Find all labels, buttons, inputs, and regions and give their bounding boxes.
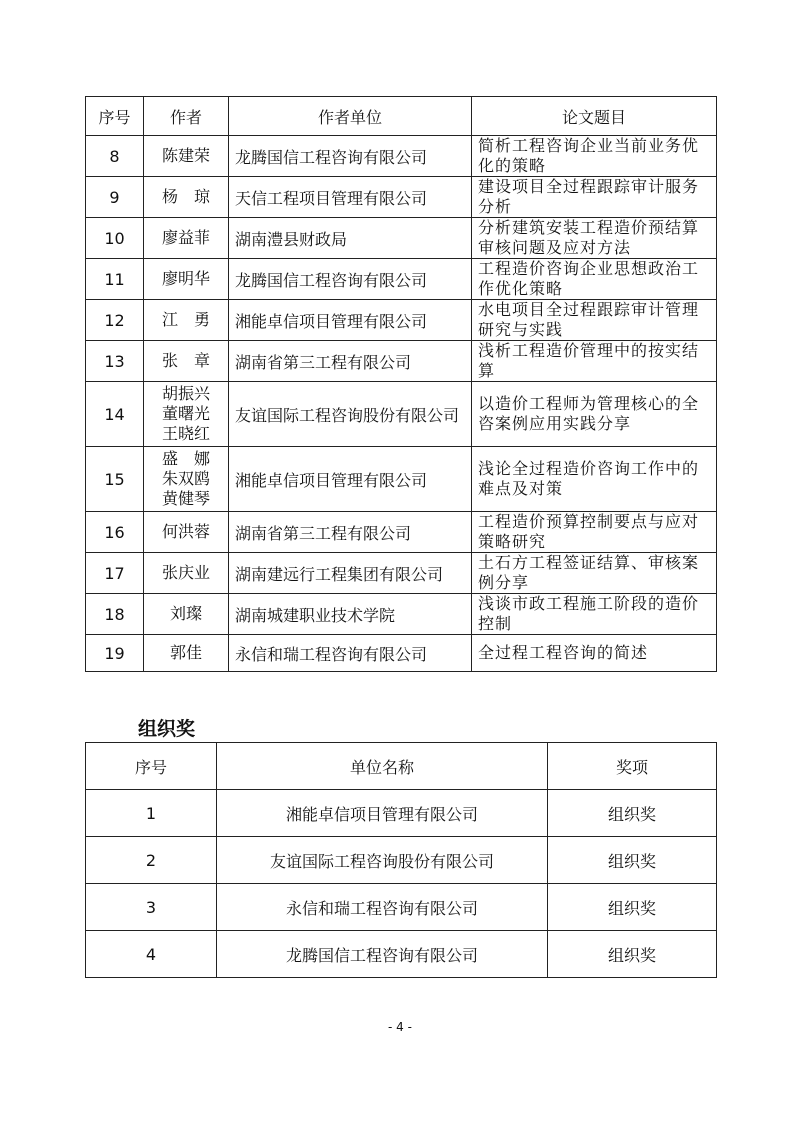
row-unit: 湖南建远行工程集团有限公司 <box>229 553 472 594</box>
author-name: 陈建荣 <box>161 146 210 165</box>
table-row <box>86 382 717 447</box>
award-type: 组织奖 <box>548 931 717 978</box>
row-title: 简析工程咨询企业当前业务优化的策略 <box>472 136 717 177</box>
table-row <box>86 553 717 594</box>
award-type: 组织奖 <box>548 837 717 884</box>
header-unit: 作者单位 <box>229 97 472 136</box>
row-authors <box>144 553 229 594</box>
author-name: 何洪蓉 <box>161 522 210 541</box>
awards-header-unit: 单位名称 <box>217 743 548 790</box>
row-title: 水电项目全过程跟踪审计管理研究与实践 <box>472 300 717 341</box>
papers-header-row <box>86 97 717 136</box>
row-authors <box>144 300 229 341</box>
table-row <box>86 300 717 341</box>
award-unit: 龙腾国信工程咨询有限公司 <box>217 931 548 978</box>
row-unit: 湖南省第三工程有限公司 <box>229 512 472 553</box>
row-authors <box>144 177 229 218</box>
row-unit: 湘能卓信项目管理有限公司 <box>229 447 472 512</box>
author-name: 张 章 <box>161 351 210 370</box>
row-number: 10 <box>86 218 144 259</box>
row-unit: 湖南城建职业技术学院 <box>229 594 472 635</box>
header-author: 作者 <box>144 97 229 136</box>
author-name: 董曙光 <box>161 404 210 423</box>
row-number: 14 <box>86 382 144 447</box>
award-number: 4 <box>86 931 217 978</box>
row-unit: 湘能卓信项目管理有限公司 <box>229 300 472 341</box>
row-authors <box>144 136 229 177</box>
row-authors <box>144 594 229 635</box>
awards-header-award: 奖项 <box>548 743 717 790</box>
table-row <box>86 512 717 553</box>
row-title: 浅谈市政工程施工阶段的造价控制 <box>472 594 717 635</box>
awards-header-no: 序号 <box>86 743 217 790</box>
row-title: 以造价工程师为管理核心的全咨案例应用实践分享 <box>472 382 717 447</box>
author-name: 张庆业 <box>161 563 210 582</box>
author-name: 郭佳 <box>169 643 202 662</box>
award-type: 组织奖 <box>548 884 717 931</box>
table-row <box>86 635 717 672</box>
row-authors <box>144 218 229 259</box>
row-unit: 龙腾国信工程咨询有限公司 <box>229 136 472 177</box>
row-title: 土石方工程签证结算、审核案例分享 <box>472 553 717 594</box>
row-title: 建设项目全过程跟踪审计服务分析 <box>472 177 717 218</box>
row-number: 13 <box>86 341 144 382</box>
table-row <box>86 594 717 635</box>
row-number: 11 <box>86 259 144 300</box>
row-unit: 天信工程项目管理有限公司 <box>229 177 472 218</box>
row-authors <box>144 259 229 300</box>
award-row <box>86 931 717 978</box>
row-unit: 湖南省第三工程有限公司 <box>229 341 472 382</box>
row-title: 工程造价咨询企业思想政治工作优化策略 <box>472 259 717 300</box>
award-type: 组织奖 <box>548 790 717 837</box>
row-authors <box>144 447 229 512</box>
papers-table <box>85 96 717 672</box>
award-row <box>86 837 717 884</box>
row-number: 8 <box>86 136 144 177</box>
table-row <box>86 259 717 300</box>
author-name: 江 勇 <box>161 310 210 329</box>
header-no: 序号 <box>86 97 144 136</box>
award-number: 3 <box>86 884 217 931</box>
row-title: 工程造价预算控制要点与应对策略研究 <box>472 512 717 553</box>
award-row <box>86 884 717 931</box>
author-name: 刘璨 <box>169 604 202 623</box>
award-unit: 永信和瑞工程咨询有限公司 <box>217 884 548 931</box>
row-unit: 湖南澧县财政局 <box>229 218 472 259</box>
author-name: 黄健琴 <box>161 489 210 508</box>
row-authors <box>144 341 229 382</box>
row-unit: 永信和瑞工程咨询有限公司 <box>229 635 472 672</box>
author-name: 廖益菲 <box>161 228 210 247</box>
author-name: 盛 娜 <box>161 449 210 468</box>
row-number: 12 <box>86 300 144 341</box>
row-authors <box>144 382 229 447</box>
awards-table <box>85 742 717 978</box>
author-name: 廖明华 <box>161 269 210 288</box>
award-unit: 友谊国际工程咨询股份有限公司 <box>217 837 548 884</box>
row-number: 19 <box>86 635 144 672</box>
author-name: 杨 琼 <box>161 187 210 206</box>
header-title: 论文题目 <box>472 97 717 136</box>
author-name: 胡振兴 <box>161 384 210 403</box>
award-unit: 湘能卓信项目管理有限公司 <box>217 790 548 837</box>
awards-heading: 组织奖 <box>138 718 196 740</box>
row-number: 18 <box>86 594 144 635</box>
row-title: 浅析工程造价管理中的按实结算 <box>472 341 717 382</box>
row-number: 9 <box>86 177 144 218</box>
row-title: 分析建筑安装工程造价预结算审核问题及应对方法 <box>472 218 717 259</box>
row-number: 17 <box>86 553 144 594</box>
row-title: 全过程工程咨询的简述 <box>472 635 717 672</box>
row-number: 15 <box>86 447 144 512</box>
row-title: 浅论全过程造价咨询工作中的难点及对策 <box>472 447 717 512</box>
awards-header-row <box>86 743 717 790</box>
table-row <box>86 341 717 382</box>
award-number: 2 <box>86 837 217 884</box>
table-row <box>86 136 717 177</box>
row-authors <box>144 512 229 553</box>
table-row <box>86 177 717 218</box>
author-name: 朱双鸥 <box>161 469 210 488</box>
author-name: 王晓红 <box>161 424 210 443</box>
table-row <box>86 447 717 512</box>
row-unit: 龙腾国信工程咨询有限公司 <box>229 259 472 300</box>
row-number: 16 <box>86 512 144 553</box>
award-row <box>86 790 717 837</box>
row-unit: 友谊国际工程咨询股份有限公司 <box>229 382 472 447</box>
table-row <box>86 218 717 259</box>
award-number: 1 <box>86 790 217 837</box>
row-authors <box>144 635 229 672</box>
page-number: - 4 - <box>388 1020 412 1034</box>
